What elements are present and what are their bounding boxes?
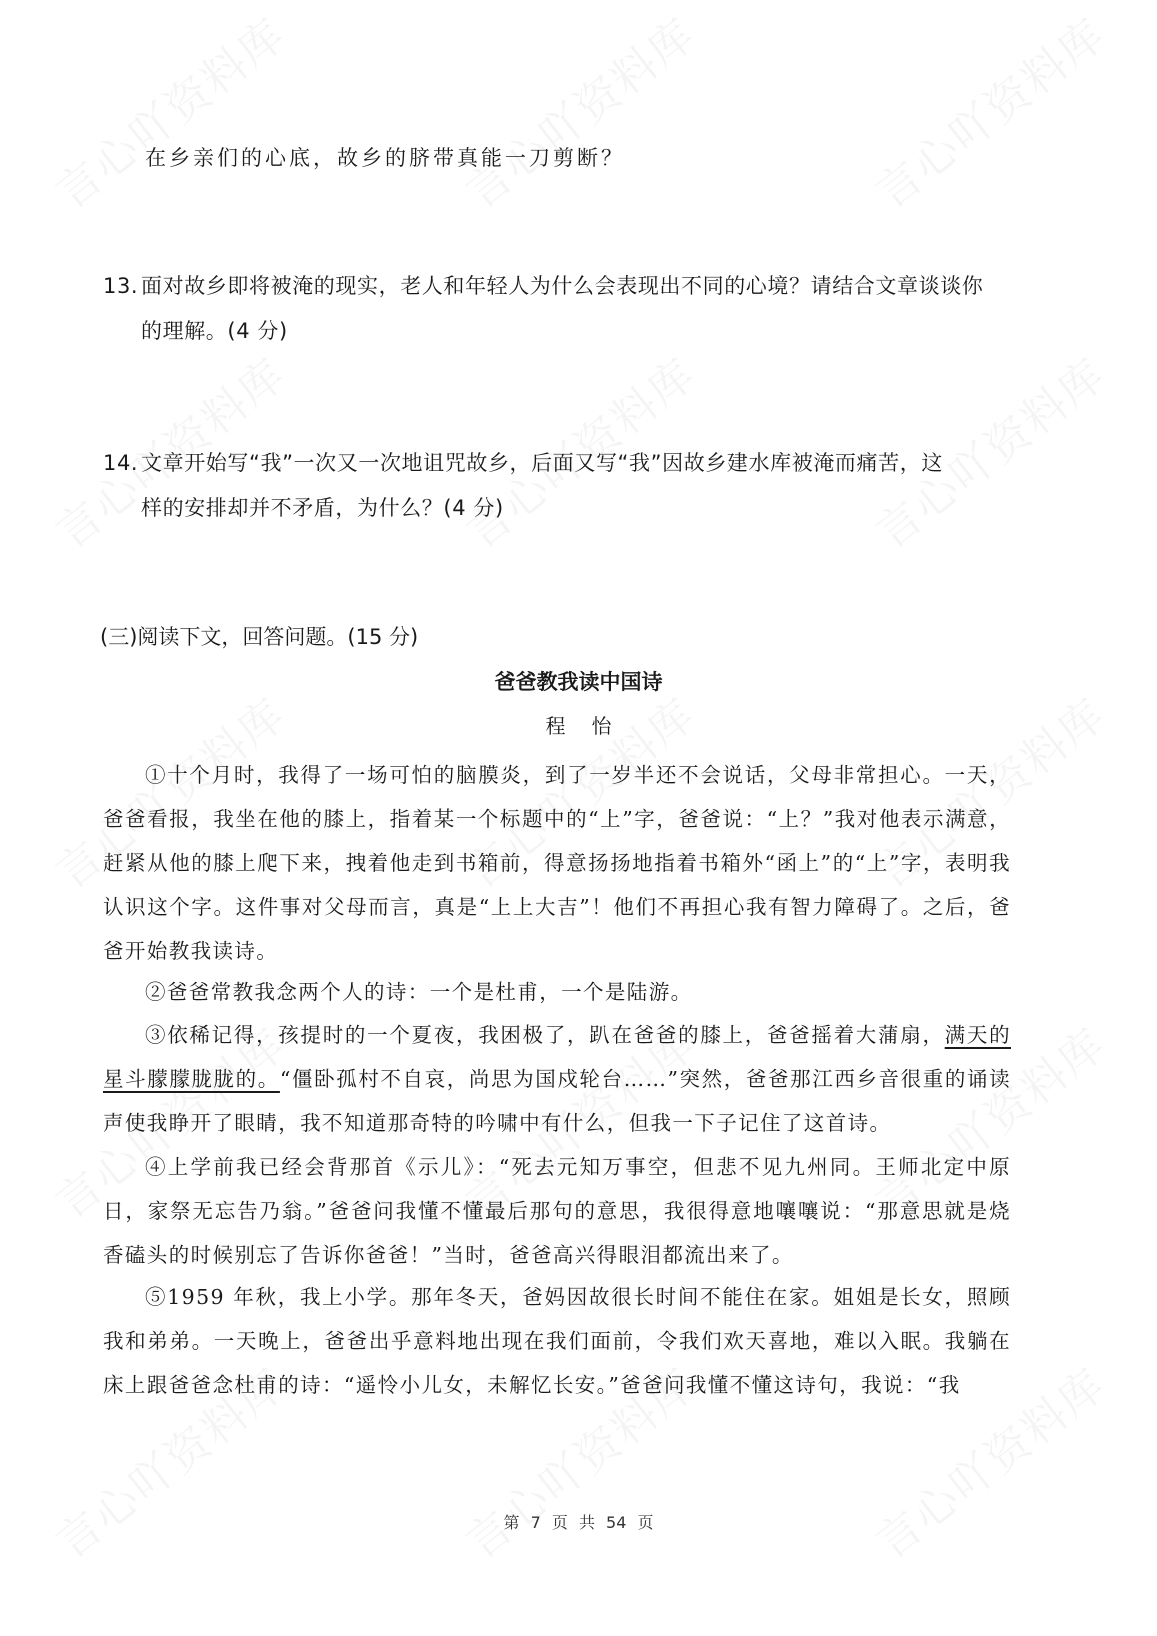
continuation-text: 在乡亲们的心底，故乡的脐带真能一刀剪断？ — [145, 146, 625, 170]
question-14-continued: 样的安排却并不矛盾，为什么？(4 分) — [141, 496, 504, 520]
paragraph-2: ②爸爸常教我念两个人的诗：一个是杜甫，一个是陆游。 — [145, 980, 693, 1004]
current-page-number: 7 — [530, 1513, 541, 1532]
underlined-sentence: 满天的星斗朦朦胧胧的。 — [103, 1023, 1011, 1091]
question-14 — [103, 448, 943, 478]
page-label-mid: 页 共 — [551, 1513, 595, 1532]
question-13 — [103, 271, 983, 301]
paragraph-3 — [103, 1013, 1011, 1145]
article-author: 程怡 — [545, 714, 638, 738]
article-title: 爸爸教我读中国诗 — [494, 670, 663, 694]
paragraph-4: ④上学前我已经会背那首《示儿》：“死去元知万事空，但悲不见九州同。王师北定中原日，家祭无忘告乃翁。”爸爸问我懂不懂最后那句的意思，我很得意地嚷嚷说：“那意思就是烧香磕头的时候别忘了告诉你爸爸！”当时，爸爸高兴得眼泪都流出来了。 — [103, 1155, 1011, 1267]
paragraph-5: ⑤1959 年秋，我上小学。那年冬天，爸妈因故很长时间不能住在家。姐姐是长女，照顾我和弟弟。一天晚上，爸爸出乎意料地出现在我们面前，令我们欢天喜地，难以入眠。我躺在床上跟爸爸念杜甫的诗：“遥怜小儿女，未解忆长安。”爸爸问我懂不懂这诗句，我说：“我 — [103, 1285, 1011, 1397]
page-label-prefix: 第 — [503, 1513, 520, 1532]
watermark — [860, 0, 1117, 220]
paragraph-3-text: ③依稀记得，孩提时的一个夏夜，我困极了，趴在爸爸的膝上，爸爸摇着大蒲扇， — [145, 1023, 945, 1047]
question-text: 面对故乡即将被淹的现实，老人和年轻人为什么会表现出不同的心境？请结合文章谈谈你 — [141, 274, 984, 298]
page-footer — [0, 1510, 1157, 1533]
paragraph-3-text-continued: “僵卧孤村不自哀，尚思为国戍轮台……”突然，爸爸那江西乡音很重的诵读声使我睁开了眼睛，我不知道那奇特的吟啸中有什么，但我一下子记住了这首诗。 — [103, 1067, 1011, 1135]
total-pages: 54 — [606, 1513, 627, 1532]
question-number: 14. — [103, 451, 139, 475]
question-text: 文章开始写“我”一次又一次地诅咒故乡，后面又写“我”因故乡建水库被淹而痛苦，这 — [141, 451, 943, 475]
watermark — [450, 0, 707, 220]
section-heading: (三)阅读下文，回答问题。(15 分) — [100, 625, 419, 649]
paragraph-1: ①十个月时，我得了一场可怕的脑膜炎，到了一岁半还不会说话，父母非常担心。一天，爸爸看报，我坐在他的膝上，指着某一个标题中的“上”字，爸爸说：“上？”我对他表示满意，赶紧从他的膝上爬下来，拽着他走到书箱前，得意扬扬地指着书箱外“函上”的“上”字，表明我认识这个字。这件事对父母而言，真是“上上大吉”！他们不再担心我有智力障碍了。之后，爸爸开始教我读诗。 — [103, 763, 1011, 963]
watermark — [40, 0, 297, 220]
question-13-continued: 的理解。(4 分) — [141, 319, 288, 343]
question-number: 13. — [103, 274, 139, 298]
page-label-suffix: 页 — [637, 1513, 654, 1532]
